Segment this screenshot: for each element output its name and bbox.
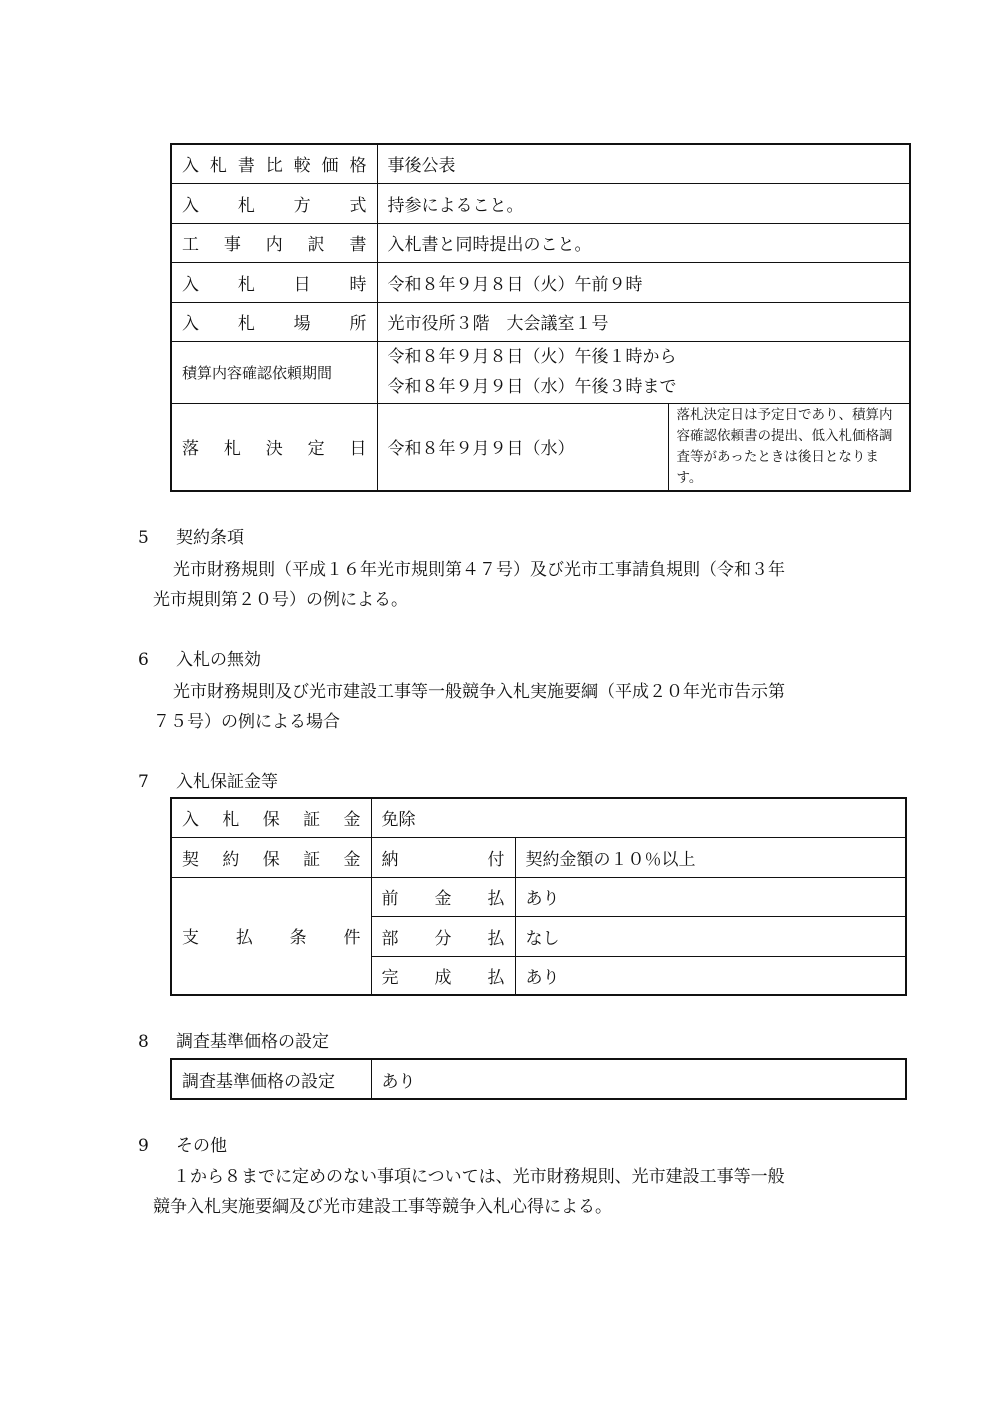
survey-price-table [170,1058,907,1100]
label-char: 札 [237,274,255,295]
payment-type-value: なし [515,916,906,956]
bid-guarantee-value: 免除 [371,798,906,837]
table-row [171,1059,906,1099]
label-char: 訳 [307,235,325,255]
label-char: 入 [182,156,199,177]
label-char: 払 [487,889,505,909]
row-value: 光市役所３階 大会議室１号 [377,302,910,341]
table-row [171,837,906,877]
row-value: 事後公表 [377,144,910,183]
payment-type-value: あり [515,956,906,995]
label-char: 保 [262,849,280,870]
label-char: 払 [487,928,505,949]
label-char: 契 [182,849,199,870]
table-row [171,877,906,916]
label-char: 完 [381,967,399,988]
confirm-period-label: 積算内容確認依頼期間 [171,341,377,403]
section-number: 5 [138,528,149,548]
body-line: 光市規則第２０号）の例による。 [153,590,408,610]
label-char: 内 [265,235,283,255]
label-char: 書 [237,156,255,177]
guarantee-table [170,797,907,996]
payment-conditions-label [171,877,371,995]
confirm-period-line: 令和８年９月９日（水）午後３時まで [387,377,677,397]
confirm-period-line: 令和８年９月８日（火）午後１時から [387,347,677,367]
label-char: 事 [223,235,241,255]
label-char: 証 [303,849,321,870]
label-char: 保 [262,810,280,831]
label-char: 日 [349,439,367,460]
bid-guarantee-label [171,798,371,837]
label-char: 入 [182,195,199,216]
label-char: 納 [381,849,399,870]
body-line: 光市財務規則（平成１６年光市規則第４７号）及び光市工事請負規則（令和３年 [173,560,785,580]
section-title: 調査基準価格の設定 [176,1032,329,1052]
section-title: その他 [176,1136,227,1156]
table-row [171,798,906,837]
row-label [171,144,377,183]
table-row [171,262,910,302]
payment-type-label [371,877,515,916]
label-char: 部 [381,928,399,949]
label-char: 入 [182,274,199,295]
section-title: 入札の無効 [176,650,261,670]
body-line: ７５号）の例による場合 [153,712,340,732]
section-number: 8 [138,1032,149,1052]
label-char: 時 [349,274,367,295]
label-char: 札 [209,156,227,177]
bid-info-table [170,143,911,492]
label-char: 付 [487,849,505,870]
label-char: 工 [182,235,199,255]
row-value: 入札書と同時提出のこと。 [377,223,910,262]
contract-guarantee-value: 契約金額の１０％以上 [515,837,906,877]
label-char: 金 [343,849,361,870]
section-number: 7 [138,772,149,792]
body-line: 競争入札実施要綱及び光市建設工事等競争入札心得による。 [153,1197,612,1217]
table-row [171,302,910,341]
label-char: 較 [293,156,311,177]
label-char: 所 [349,314,367,334]
label-char: 金 [343,810,361,831]
label-char: 支 [182,928,199,949]
label-char: 分 [434,928,452,949]
label-char: 書 [349,235,367,255]
label-char: 格 [349,156,367,177]
table-row [171,341,910,403]
section-title: 入札保証金等 [176,772,278,792]
section-number: 9 [138,1136,149,1156]
section-body [153,1162,785,1222]
survey-price-value: あり [371,1059,906,1099]
table-row [171,183,910,223]
label-char: 払 [235,928,253,949]
payment-type-value: あり [515,877,906,916]
label-char: 件 [343,928,361,949]
decision-date-label [171,403,377,491]
label-char: 落 [182,439,199,460]
label-char: 約 [222,849,240,870]
section-number: 6 [138,650,149,670]
confirm-period-value [377,341,910,403]
contract-guarantee-method [371,837,515,877]
label-char: 価 [321,156,339,177]
survey-price-label: 調査基準価格の設定 [171,1059,371,1099]
section-title: 契約条項 [176,528,244,548]
decision-date-note: 落札決定日は予定日であり、積算内容確認依頼書の提出、低入札価格調査等があったときは後日となります。 [668,403,910,491]
table-row [171,223,910,262]
decision-date-value: 令和８年９月９日（水） [377,403,668,491]
label-char: 式 [349,195,367,216]
label-char: 日 [293,274,311,295]
label-char: 前 [381,889,399,909]
label-char: 比 [265,156,283,177]
label-char: 札 [237,195,255,216]
row-label [171,183,377,223]
label-char: 金 [434,889,452,909]
body-line: １から８までに定めのない事項については、光市財務規則、光市建設工事等一般 [173,1167,785,1187]
row-label [171,223,377,262]
payment-type-label [371,916,515,956]
table-row [171,403,910,491]
table-row [171,144,910,183]
contract-guarantee-label [171,837,371,877]
label-char: 札 [237,314,255,334]
row-label [171,262,377,302]
label-char: 方 [293,195,311,216]
label-char: 札 [223,439,241,460]
label-char: 証 [303,810,321,831]
row-value: 令和８年９月８日（火）午前９時 [377,262,910,302]
section-body [153,677,785,737]
payment-type-label [371,956,515,995]
label-char: 払 [487,967,505,988]
section-body [153,555,785,615]
label-char: 場 [293,314,311,334]
label-char: 入 [182,810,199,831]
body-line: 光市財務規則及び光市建設工事等一般競争入札実施要綱（平成２０年光市告示第 [173,682,785,702]
label-char: 条 [289,928,307,949]
label-char: 札 [222,810,240,831]
label-char: 成 [434,967,452,988]
label-char: 定 [307,439,325,460]
label-char: 決 [265,439,283,460]
row-label [171,302,377,341]
row-value: 持参によること。 [377,183,910,223]
label-char: 入 [182,314,199,334]
